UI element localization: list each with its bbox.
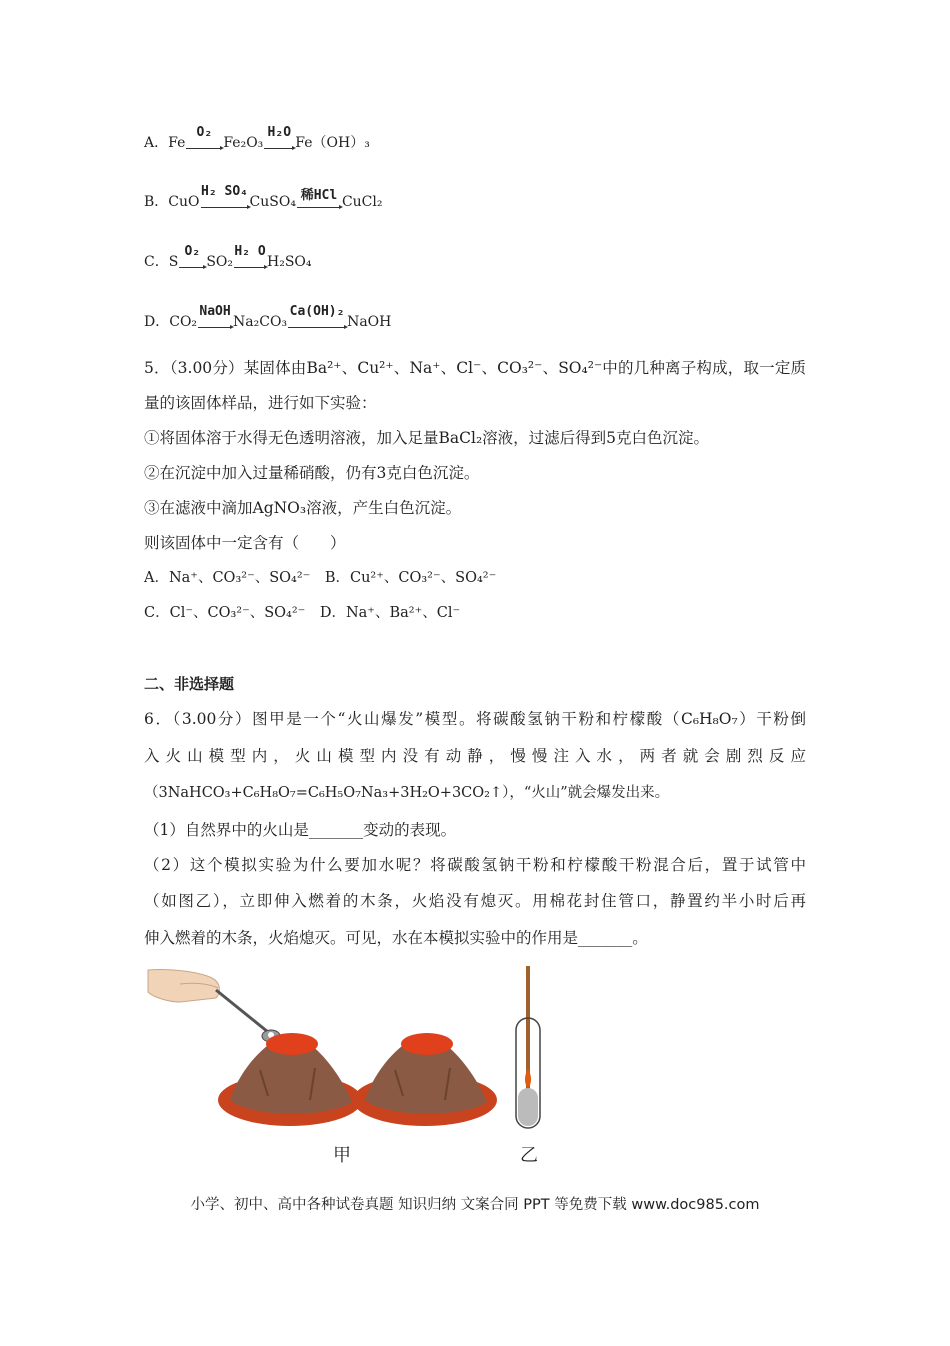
q5-step-3: ③在滤液中滴加AgNO₃溶液，产生白色沉淀。 xyxy=(144,499,462,517)
reaction-condition: H₂ SO₄ xyxy=(201,184,248,199)
experiment-figure xyxy=(140,960,580,1140)
q5-stem-line-2: 量的该固体样品，进行如下实验： xyxy=(144,394,377,412)
page-footer: 小学、初中、高中各种试卷真题 知识归纳 文案合同 PPT 等免费下载 www.doc985.com xyxy=(190,1197,760,1213)
q5-step-2: ②在沉淀中加入过量稀硝酸，仍有3克白色沉淀。 xyxy=(144,464,480,482)
reaction-arrow xyxy=(297,188,341,210)
section-heading: 二、非选择题 xyxy=(144,675,235,693)
reaction-condition: 稀HCl xyxy=(300,188,338,203)
option-d-start: CO₂ xyxy=(169,314,198,330)
q5-stem-line-1: 5．（3.00分）某固体由Ba²⁺、Cu²⁺、Na⁺、Cl⁻、CO₃²⁻、SO₄²⁻中的几种离子构成，取一定质 xyxy=(144,359,806,377)
hand-icon xyxy=(148,969,280,1042)
q6-line-2: 入火山模型内，火山模型内没有动静，慢慢注入水，两者就会剧烈反应 xyxy=(144,747,806,765)
option-c-start: S xyxy=(168,254,179,270)
reaction-arrow xyxy=(186,125,222,151)
q6-line-3: （3NaHCO₃+C₆H₈O₇=C₆H₅O₇Na₃+3H₂O+3CO₂↑），“火山”就会爆发出来。 xyxy=(144,785,670,801)
reaction-condition: NaOH xyxy=(199,304,231,319)
reaction-condition: Ca(OH)₂ xyxy=(289,304,345,319)
option-a-mid: Fe₂O₃ xyxy=(223,135,264,151)
option-b xyxy=(144,184,383,211)
figure-caption-yi: 乙 xyxy=(520,1145,538,1166)
option-a-end: Fe（OH）₃ xyxy=(295,135,370,151)
reaction-condition: O₂ xyxy=(184,244,201,259)
option-c-label: C． xyxy=(144,254,169,270)
option-a xyxy=(144,125,370,152)
test-tube-yi xyxy=(516,966,540,1128)
volcano-model-jia-2 xyxy=(353,1033,497,1126)
option-b-label: B． xyxy=(144,194,169,210)
option-a-start: Fe xyxy=(168,135,186,151)
option-c xyxy=(144,244,312,271)
reaction-condition: O₂ xyxy=(196,125,213,140)
q5-step-1: ①将固体溶于水得无色透明溶液，加入足量BaCl₂溶液，过滤后得到5克白色沉淀。 xyxy=(144,429,710,447)
reaction-condition: H₂ O xyxy=(234,244,266,259)
volcano-model-jia-1 xyxy=(218,1033,362,1126)
figure-caption-jia: 甲 xyxy=(333,1145,351,1166)
q5-question: 则该固体中一定含有（ ） xyxy=(144,534,346,552)
q6-sub-2-line-1: （2）这个模拟实验为什么要加水呢？将碳酸氢钠干粉和柠檬酸干粉混合后，置于试管中 xyxy=(144,856,806,874)
option-d xyxy=(144,304,392,331)
reaction-arrow xyxy=(198,304,232,330)
option-b-end: CuCl₂ xyxy=(341,194,383,210)
reaction-arrow xyxy=(234,244,266,270)
option-d-mid: Na₂CO₃ xyxy=(233,314,288,330)
q6-sub-1: （1）自然界中的火山是_______变动的表现。 xyxy=(144,821,457,839)
q6-line-1: 6．（3.00分）图甲是一个“火山爆发”模型。将碳酸氢钠干粉和柠檬酸（C₆H₈O₇）干粉倒 xyxy=(144,710,806,728)
option-c-end: H₂SO₄ xyxy=(267,254,312,270)
q5-options-ab: A．Na⁺、CO₃²⁻、SO₄²⁻ B．Cu²⁺、CO₃²⁻、SO₄²⁻ xyxy=(144,570,497,586)
option-c-mid: SO₂ xyxy=(206,254,233,270)
reaction-arrow xyxy=(288,304,346,330)
reaction-arrow xyxy=(264,125,294,151)
option-d-end: NaOH xyxy=(347,314,392,330)
option-b-start: CuO xyxy=(168,194,200,210)
q6-sub-2-line-3: 伸入燃着的木条，火焰熄灭。可见，水在本模拟实验中的作用是_______。 xyxy=(144,929,648,947)
option-d-label: D． xyxy=(144,314,170,330)
reaction-arrow xyxy=(179,244,205,270)
option-a-label: A． xyxy=(144,135,169,151)
q6-sub-2-line-2: （如图乙），立即伸入燃着的木条，火焰没有熄灭。用棉花封住管口，静置约半小时后再 xyxy=(144,892,806,910)
reaction-arrow xyxy=(201,184,249,210)
option-b-mid: CuSO₄ xyxy=(249,194,296,210)
q5-options-cd: C．Cl⁻、CO₃²⁻、SO₄²⁻ D．Na⁺、Ba²⁺、Cl⁻ xyxy=(144,605,461,621)
reaction-condition: H₂O xyxy=(267,125,292,140)
